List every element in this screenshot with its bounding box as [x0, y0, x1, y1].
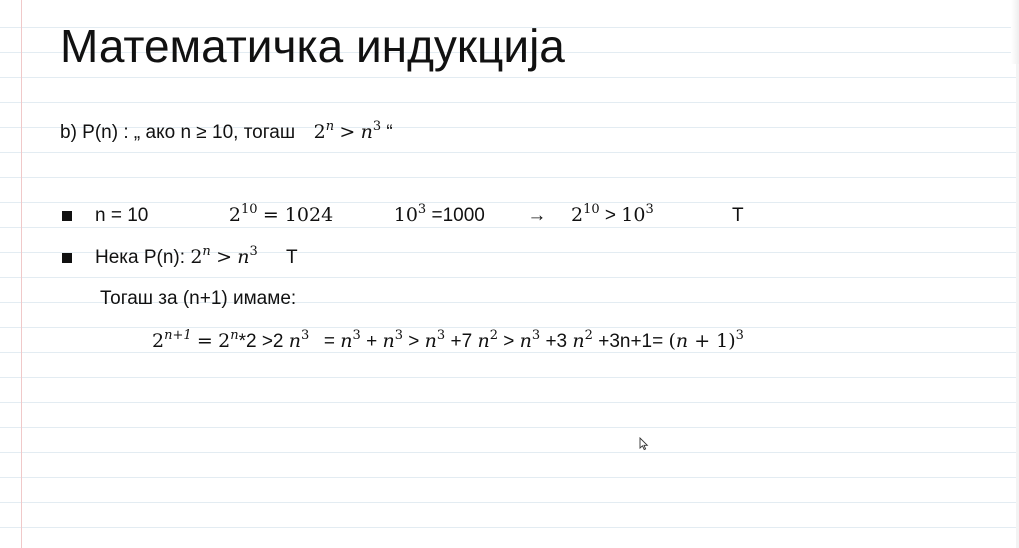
d-t4-exp: 3 [352, 328, 361, 343]
power-10-3-base: 10 [393, 204, 418, 226]
statement-close-quote: “ [386, 122, 393, 143]
d-t3-exp: 3 [301, 328, 310, 343]
base-case-truth: T [731, 205, 744, 226]
compare-left-exp: 10 [583, 202, 600, 217]
then-line: Тогаш за (n+1) имаме: [100, 288, 297, 309]
d-t9-exp: 2 [584, 328, 593, 343]
d-t6-gt: > [408, 331, 420, 352]
compare-right-base: 10 [621, 204, 646, 226]
hypothesis-rhs-exp: 3 [249, 244, 258, 259]
hypothesis-op: > [216, 246, 232, 268]
d-t7-exp: 2 [489, 328, 498, 343]
d-t4-eq: = [323, 331, 335, 352]
d-t8-gt: > [503, 331, 515, 352]
d-t8-exp: 3 [531, 328, 541, 343]
d-t2-base: 2 [218, 330, 231, 352]
compare-op: > [604, 205, 617, 226]
d-t2-rest: *2 >2 [238, 331, 284, 352]
mouse-pointer-icon [639, 437, 649, 451]
d-t7-base: n [477, 330, 490, 352]
statement-op: > [339, 121, 356, 143]
d-t11-mid: + 1) [688, 330, 736, 352]
d-t5-exp: 3 [394, 328, 403, 343]
d-t1-exp: n+1 [164, 328, 192, 343]
statement-lhs-exp: n [325, 119, 335, 134]
power-2-10-exp: 10 [241, 202, 258, 217]
d-t7-plus: +7 [450, 331, 473, 352]
d-t6-base: n [424, 330, 437, 352]
d-t6-exp: 3 [436, 328, 446, 343]
d-t9-base: n [572, 330, 585, 352]
d-t11-exp: 3 [735, 328, 744, 343]
d-t1-base: 2 [152, 330, 165, 352]
implies-arrow: → [527, 205, 547, 226]
d-t2-eq: = [196, 330, 213, 352]
d-t8-base: n [519, 330, 532, 352]
base-case-line [95, 202, 744, 229]
notebook-margin-line [21, 0, 22, 548]
power-10-3-value: =1000 [431, 205, 485, 226]
page-title: Математичка индукција [60, 20, 565, 72]
statement-rhs-base: n [360, 121, 373, 143]
bullet-2 [62, 253, 72, 263]
hypothesis-rhs-base: n [237, 246, 250, 268]
hypothesis-line [95, 244, 298, 271]
power-2-10-base: 2 [228, 204, 242, 226]
statement-prefix: b) P(n) : „ ако n ≥ 10, тогаш [60, 122, 296, 143]
base-case-label: n = 10 [95, 205, 149, 226]
statement-line [60, 119, 393, 146]
d-t4-base: n [340, 330, 353, 352]
hypothesis-lhs-exp: n [202, 244, 211, 259]
d-t9-plus: +3 [545, 331, 568, 352]
d-t5-base: n [382, 330, 395, 352]
d-t11-var: n [675, 330, 689, 352]
d-t2-exp: n [230, 328, 239, 343]
page-edge-shadow [1011, 0, 1019, 64]
compare-right-exp: 3 [645, 202, 654, 217]
statement-lhs-base: 2 [313, 121, 326, 143]
d-t11-open: ( [668, 330, 676, 352]
hypothesis-lhs-base: 2 [190, 246, 203, 268]
d-t10-rest: +3n+1= [598, 331, 664, 352]
derivation-line [152, 328, 744, 355]
hypothesis-truth: T [286, 247, 298, 268]
d-t3-base: n [288, 330, 302, 352]
d-t5-plus: + [366, 331, 378, 352]
bullet-1 [62, 211, 72, 221]
statement-rhs-exp: 3 [372, 119, 382, 134]
hypothesis-label: Нека P(n): [95, 247, 186, 268]
power-10-3-exp: 3 [417, 202, 427, 217]
power-2-10-value: = 1024 [262, 204, 334, 226]
compare-left-base: 2 [570, 204, 584, 226]
